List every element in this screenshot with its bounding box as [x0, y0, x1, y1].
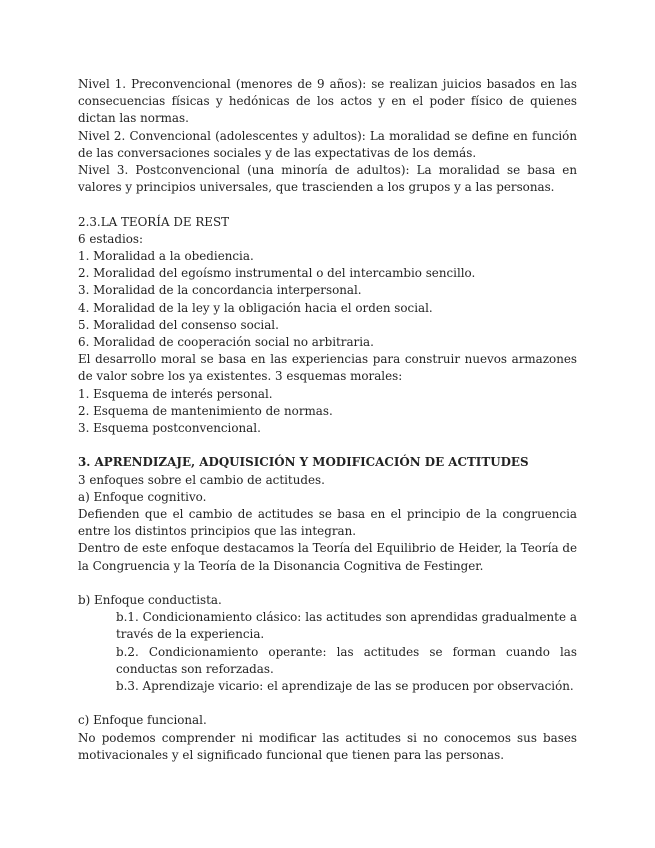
- rest-heading: 2.3.LA TEORÍA DE REST: [78, 214, 230, 229]
- section-3-heading: 3. APRENDIZAJE, ADQUISICIÓN Y MODIFICACIÓN DE ACTITUDES: [78, 455, 529, 470]
- rest-scheme-3: 3. Esquema postconvencional.: [78, 421, 261, 436]
- rest-stage-1: 1. Moralidad a la obediencia.: [78, 249, 254, 264]
- section-3-intro: 3 enfoques sobre el cambio de actitudes.: [78, 472, 325, 487]
- rest-paragraph: El desarrollo moral se basa en las experiencias para construir nuevos armazones de valor sobre los ya existentes. 3 esquemas morales:: [78, 352, 577, 384]
- rest-scheme-1: 1. Esquema de interés personal.: [78, 386, 273, 401]
- approach-a-title: a) Enfoque cognitivo.: [78, 489, 207, 504]
- approach-a-paragraph-1: Defienden que el cambio de actitudes se basa en el principio de la congruencia entre los distintos principios que las integran.: [78, 507, 577, 539]
- rest-stage-5: 5. Moralidad del consenso social.: [78, 317, 279, 332]
- approach-b-item-2: b.2. Condicionamiento operante: las actitudes se forman cuando las conductas son reforzadas.: [116, 644, 577, 676]
- approach-b-title: b) Enfoque conductista.: [78, 593, 222, 608]
- approach-a-paragraph-2: Dentro de este enfoque destacamos la Teoría del Equilibrio de Heider, la Teoría de la Congruencia y la Teoría de la Disonancia Cognitiva de Festinger.: [78, 541, 577, 573]
- rest-scheme-2: 2. Esquema de mantenimiento de normas.: [78, 403, 333, 418]
- approach-b-item-3: b.3. Aprendizaje vicario: el aprendizaje de las se producen por observación.: [116, 679, 574, 694]
- kohlberg-level-2: Nivel 2. Convencional (adolescentes y adultos): La moralidad se define en función de las conversaciones sociales y de las expectativas de los demás.: [78, 128, 577, 160]
- rest-intro: 6 estadios:: [78, 231, 144, 246]
- rest-stage-2: 2. Moralidad del egoísmo instrumental o del intercambio sencillo.: [78, 266, 476, 281]
- rest-stage-4: 4. Moralidad de la ley y la obligación hacia el orden social.: [78, 300, 433, 315]
- kohlberg-level-3: Nivel 3. Postconvencional (una minoría de adultos): La moralidad se basa en valores y principios universales, que trascienden a los grupos y a las personas.: [78, 163, 577, 195]
- approach-b-item-1: b.1. Condicionamiento clásico: las actitudes son aprendidas gradualmente a través de la experiencia.: [116, 610, 577, 642]
- rest-stage-3: 3. Moralidad de la concordancia interpersonal.: [78, 283, 362, 298]
- approach-c-paragraph-1: No podemos comprender ni modificar las actitudes si no conocemos sus bases motivacionales y el significado funcional que tienen para las personas.: [78, 730, 577, 762]
- approach-c-title: c) Enfoque funcional.: [78, 713, 207, 728]
- rest-stage-6: 6. Moralidad de cooperación social no arbitraria.: [78, 335, 374, 350]
- kohlberg-level-1: Nivel 1. Preconvencional (menores de 9 años): se realizan juicios basados en las consecuencias físicas y hedónicas de los actos y en el poder físico de quienes dictan las normas.: [78, 77, 577, 126]
